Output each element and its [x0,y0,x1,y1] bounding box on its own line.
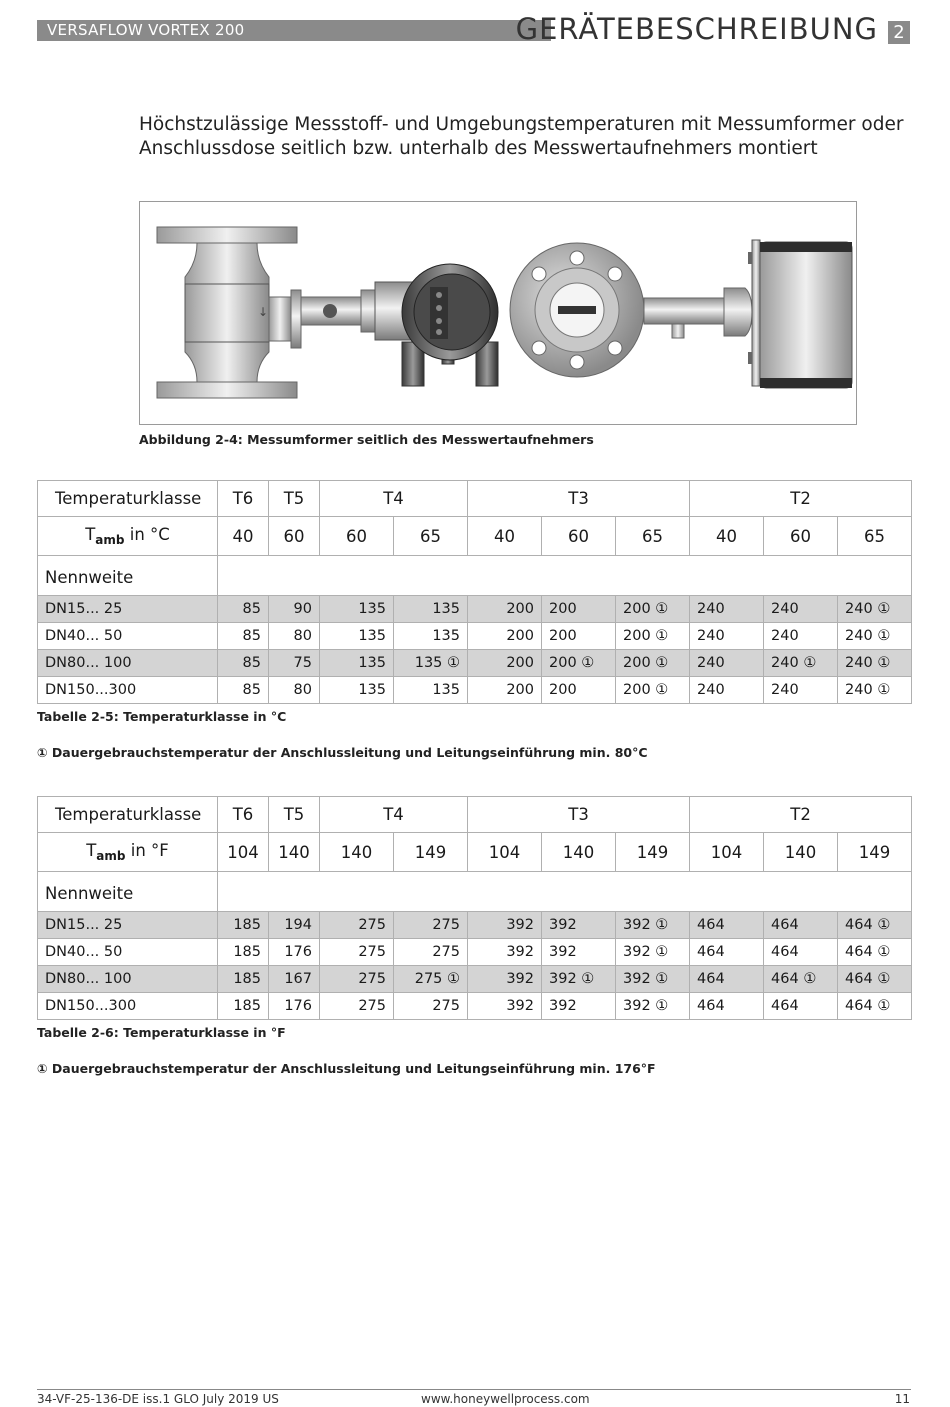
table-row [38,939,912,966]
temperature-table-celsius [37,480,912,704]
cell: 200 [468,596,542,623]
cell: 464 [690,966,764,993]
tamb-label: $T_{amb}$ in °F [38,833,218,872]
cell: 275 [320,939,394,966]
tamb-cell: 40 [690,517,764,556]
cell: 200 [542,596,616,623]
cell: 240 ① [838,596,912,623]
tamb-cell: 65 [616,517,690,556]
footer-divider [37,1389,911,1390]
table-header-row [38,481,912,517]
cell: 80 [269,677,320,704]
header-cell: T6 [218,797,269,833]
cell: 392 ① [616,939,690,966]
header-cell: T2 [690,797,912,833]
cell: 176 [269,939,320,966]
tamb-cell: 40 [218,517,269,556]
cell: 275 [394,912,468,939]
cell: 240 [764,623,838,650]
cell: 464 [764,993,838,1020]
header-cell: T6 [218,481,269,517]
table-footnote: ① Dauergebrauchstemperatur der Anschlussleitung und Leitungseinführung min. 176°F [37,1061,656,1076]
table-row [38,966,912,993]
cell: 167 [269,966,320,993]
cell: 85 [218,650,269,677]
header-cell: Temperaturklasse [38,481,218,517]
cell: 464 ① [764,966,838,993]
row-label: DN40... 50 [38,623,218,650]
cell: 85 [218,623,269,650]
row-label: DN80... 100 [38,650,218,677]
header-cell: Temperaturklasse [38,797,218,833]
cell: 464 [690,993,764,1020]
product-name: VERSAFLOW VORTEX 200 [47,21,245,39]
empty-cell [218,556,912,596]
table-row [38,623,912,650]
header-cell: T5 [269,481,320,517]
cell: 392 [468,939,542,966]
cell: 275 [320,966,394,993]
tamb-cell: 40 [468,517,542,556]
cell: 464 ① [838,939,912,966]
cell: 200 [468,623,542,650]
tamb-cell: 60 [542,517,616,556]
row-label: DN40... 50 [38,939,218,966]
cell: 240 [690,677,764,704]
cell: 185 [218,939,269,966]
cell: 392 [468,912,542,939]
header-cell: T2 [690,481,912,517]
cell: 464 [690,912,764,939]
cell: 464 [764,912,838,939]
cell: 464 [690,939,764,966]
tamb-cell: 65 [838,517,912,556]
cell: 135 [320,623,394,650]
header-cell: T4 [320,797,468,833]
cell: 200 [542,623,616,650]
cell: 275 ① [394,966,468,993]
header-cell: T5 [269,797,320,833]
cell: 185 [218,966,269,993]
tamb-cell: 104 [690,833,764,872]
cell: 392 [542,939,616,966]
cell: 240 [764,596,838,623]
cell: 200 ① [616,650,690,677]
cell: 135 [320,596,394,623]
row-label: DN150...300 [38,677,218,704]
cell: 275 [320,993,394,1020]
row-label: DN150...300 [38,993,218,1020]
tamb-cell: 104 [468,833,542,872]
cell: 80 [269,623,320,650]
cell: 392 [542,912,616,939]
cell: 200 [468,650,542,677]
table-row [38,912,912,939]
figure-caption: Abbildung 2-4: Messumformer seitlich des Messwertaufnehmers [139,432,594,447]
table-caption: Tabelle 2-5: Temperaturklasse in °C [37,709,287,724]
cell: 392 ① [616,993,690,1020]
table-header-row [38,797,912,833]
cell: 392 [468,966,542,993]
tamb-label: $T_{amb}$ in °C [38,517,218,556]
cell: 240 [690,650,764,677]
cell: 75 [269,650,320,677]
cell: 185 [218,993,269,1020]
table-row [38,993,912,1020]
cell: 200 ① [616,677,690,704]
section-title: GERÄTEBESCHREIBUNG [515,12,878,46]
cell: 240 ① [838,650,912,677]
cell: 185 [218,912,269,939]
cell: 275 [394,939,468,966]
tamb-row [38,833,912,872]
cell: 275 [394,993,468,1020]
cell: 194 [269,912,320,939]
cell: 135 [320,677,394,704]
row-label: DN15... 25 [38,912,218,939]
cell: 135 ① [394,650,468,677]
tamb-row [38,517,912,556]
cell: 464 ① [838,912,912,939]
tamb-cell: 149 [394,833,468,872]
svg-text:↓: ↓ [258,305,269,319]
cell: 240 [764,677,838,704]
nennweite-row [38,556,912,596]
cell: 392 ① [542,966,616,993]
cell: 200 ① [616,623,690,650]
intro-heading: Höchstzulässige Messstoff- und Umgebungstemperaturen mit Messumformer oder Anschlussdose seitlich bzw. unterhalb des Messwertaufnehmers montiert [139,114,904,159]
cell: 240 [690,623,764,650]
tamb-cell: 60 [269,517,320,556]
cell: 135 [394,623,468,650]
cell: 392 ① [616,912,690,939]
tamb-cell: 60 [764,517,838,556]
tamb-cell: 65 [394,517,468,556]
row-label: DN15... 25 [38,596,218,623]
nennweite-label: Nennweite [38,556,218,596]
cell: 464 ① [838,993,912,1020]
table-footnote: ① Dauergebrauchstemperatur der Anschlussleitung und Leitungseinführung min. 80°C [37,745,648,760]
tamb-cell: 60 [320,517,394,556]
cell: 200 [542,677,616,704]
table-row [38,596,912,623]
chapter-badge: 2 [888,21,910,44]
tamb-cell: 104 [218,833,269,872]
nennweite-row [38,872,912,912]
cell: 275 [320,912,394,939]
document-id: 34-VF-25-136-DE iss.1 GLO July 2019 US [37,1392,279,1406]
cell: 200 ① [542,650,616,677]
tamb-cell: 140 [764,833,838,872]
row-label: DN80... 100 [38,966,218,993]
tamb-cell: 149 [616,833,690,872]
tamb-cell: 140 [320,833,394,872]
tamb-cell: 140 [269,833,320,872]
tamb-cell: 149 [838,833,912,872]
cell: 392 [468,993,542,1020]
temperature-table-fahrenheit [37,796,912,1020]
cell: 464 [764,939,838,966]
cell: 240 ① [764,650,838,677]
website-link[interactable]: www.honeywellprocess.com [421,1392,590,1406]
empty-cell [218,872,912,912]
cell: 392 [542,993,616,1020]
cell: 200 ① [616,596,690,623]
table-row [38,677,912,704]
cell: 240 ① [838,623,912,650]
header-cell: T3 [468,797,690,833]
cell: 85 [218,596,269,623]
header-cell: T4 [320,481,468,517]
page-number: 11 [894,1392,910,1406]
cell: 135 [394,596,468,623]
cell: 135 [394,677,468,704]
cell: 240 ① [838,677,912,704]
cell: 135 [320,650,394,677]
tamb-cell: 140 [542,833,616,872]
cell: 464 ① [838,966,912,993]
device-illustration [139,201,857,425]
cell: 200 [468,677,542,704]
cell: 240 [690,596,764,623]
cell: 90 [269,596,320,623]
nennweite-label: Nennweite [38,872,218,912]
cell: 85 [218,677,269,704]
table-caption: Tabelle 2-6: Temperaturklasse in °F [37,1025,286,1040]
cell: 176 [269,993,320,1020]
header-cell: T3 [468,481,690,517]
table-row [38,650,912,677]
cell: 392 ① [616,966,690,993]
